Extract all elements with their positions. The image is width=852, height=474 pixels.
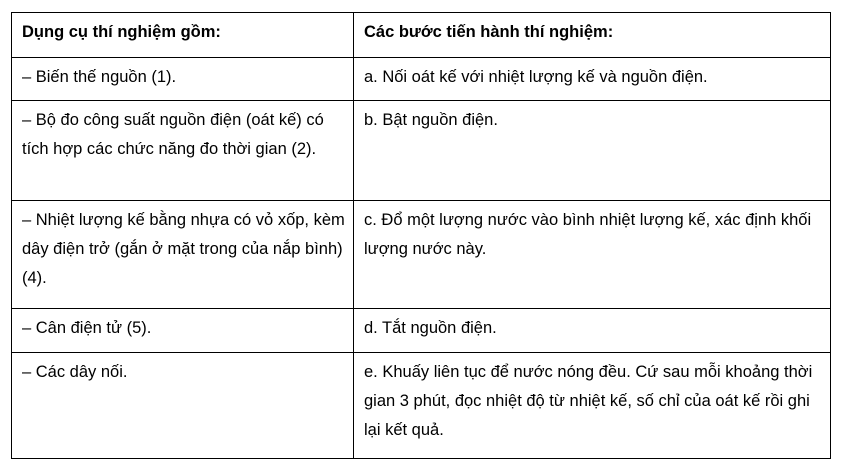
table-header-row (12, 13, 831, 58)
step-cell: e. Khuấy liên tục để nước nóng đều. Cứ sau mỗi khoảng thời gian 3 phút, đọc nhiệt độ từ nhiệt kế, số chỉ của oát kế rồi ghi lại kết quả. (354, 353, 831, 459)
equipment-cell: – Cân điện tử (5). (12, 309, 354, 353)
experiment-table (11, 12, 831, 459)
table-row (12, 101, 831, 201)
table-row (12, 58, 831, 101)
header-equipment: Dụng cụ thí nghiệm gồm: (12, 13, 354, 58)
equipment-cell: – Biến thế nguồn (1). (12, 58, 354, 101)
equipment-cell: – Nhiệt lượng kế bằng nhựa có vỏ xốp, kèm dây điện trở (gắn ở mặt trong của nắp bình) (4). (12, 201, 354, 309)
step-cell: c. Đổ một lượng nước vào bình nhiệt lượng kế, xác định khối lượng nước này. (354, 201, 831, 309)
step-cell: d. Tắt nguồn điện. (354, 309, 831, 353)
step-cell: a. Nối oát kế với nhiệt lượng kế và nguồn điện. (354, 58, 831, 101)
header-steps: Các bước tiến hành thí nghiệm: (354, 13, 831, 58)
step-cell: b. Bật nguồn điện. (354, 101, 831, 201)
table-row (12, 309, 831, 353)
table-row (12, 353, 831, 459)
equipment-cell: – Các dây nối. (12, 353, 354, 459)
equipment-cell: – Bộ đo công suất nguồn điện (oát kế) có tích hợp các chức năng đo thời gian (2). (12, 101, 354, 201)
table-row (12, 201, 831, 309)
